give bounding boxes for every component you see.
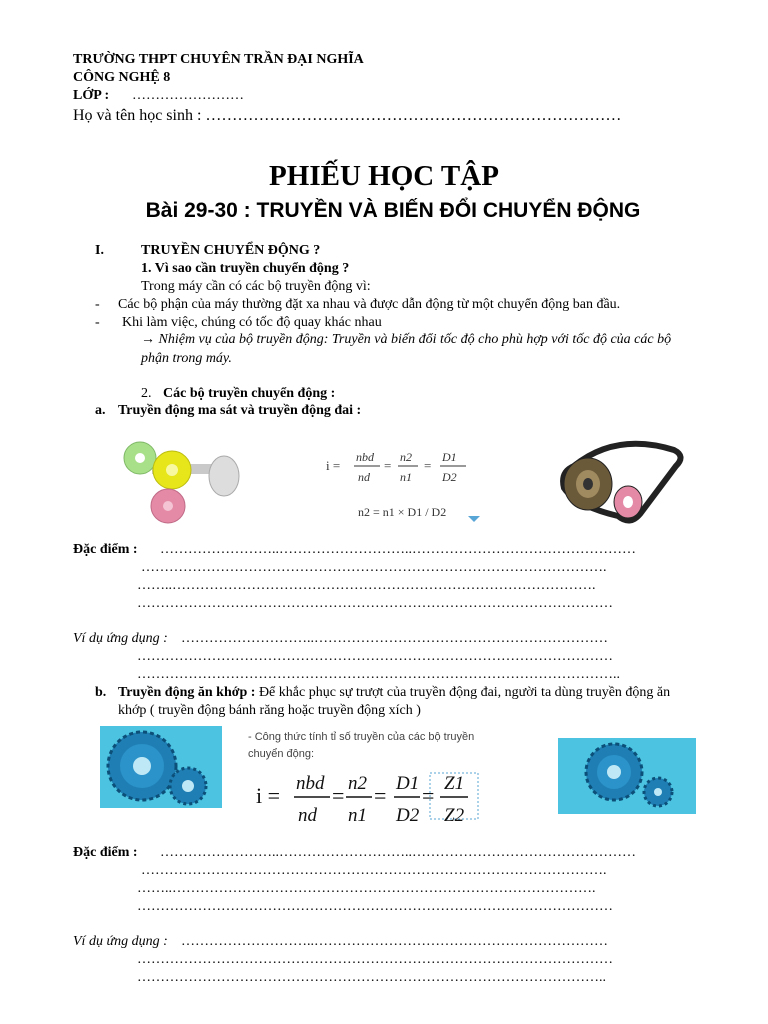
part-a-title: Truyền động ma sát và truyền động đai : bbox=[118, 403, 362, 418]
question-2-number: 2. bbox=[141, 386, 152, 401]
intro-text: Trong máy cần có các bộ truyền động vì: bbox=[141, 279, 371, 294]
formula-a-nd: nd bbox=[358, 470, 370, 484]
formula-b-caption-1: - Công thức tính tỉ số truyền của các bộ truyền bbox=[248, 731, 475, 743]
formula-b-n1: n1 bbox=[348, 805, 367, 826]
gear-image bbox=[558, 738, 696, 814]
part-b-text-2: khớp ( truyền động bánh răng hoặc truyền động xích ) bbox=[118, 703, 421, 718]
gear-chain-image bbox=[100, 726, 222, 808]
question-2: Các bộ truyền chuyển động : bbox=[163, 386, 336, 401]
vi-du-label: Ví dụ ứng dụng : bbox=[73, 631, 168, 646]
dac-diem-label: Đặc điểm : bbox=[73, 542, 138, 557]
dac-diem-line: ……………………..………………………..………………………………………… bbox=[160, 845, 636, 860]
formula-b-D1: D1 bbox=[396, 773, 420, 794]
svg-text:=: = bbox=[422, 783, 435, 808]
friction-drive-image bbox=[122, 436, 242, 528]
dac-diem-line: ……………………..………………………..………………………………………… bbox=[160, 542, 636, 557]
formula-b-caption-2: chuyển động: bbox=[248, 748, 315, 760]
question-1: 1. Vì sao cần truyền chuyển động ? bbox=[141, 261, 350, 276]
formula-a-nbd: nbd bbox=[356, 450, 374, 464]
dac-diem-label: Đặc điểm : bbox=[73, 845, 138, 860]
blank-line: ………………………………………………………………………………………… bbox=[137, 649, 613, 664]
page-subtitle: Bài 29-30 : TRUYỀN VÀ BIẾN ĐỔI CHUYỂN ĐỘNG bbox=[145, 199, 641, 222]
school-name: TRƯỜNG THPT CHUYÊN TRẦN ĐẠI NGHĨA bbox=[73, 52, 364, 67]
svg-text:=: = bbox=[384, 458, 392, 473]
blank-line: ………………………………………………………………………………………….. bbox=[137, 667, 620, 682]
bullet-1: Các bộ phận của máy thường đặt xa nhau và được dẫn động từ một chuyển động ban đầu. bbox=[118, 297, 621, 312]
belt-drive-image bbox=[556, 436, 686, 528]
part-b-title: Truyền động ăn khớp : bbox=[118, 685, 256, 700]
blank-line: ………………………………………………………………………………………… bbox=[137, 899, 613, 914]
subject-name: CÔNG NGHỆ 8 bbox=[73, 70, 171, 85]
formula-a-n1: n1 bbox=[400, 470, 412, 484]
formula-b-nbd: nbd bbox=[296, 773, 325, 794]
formula-b-i: i = bbox=[256, 783, 281, 808]
formula-a bbox=[322, 446, 492, 532]
formula-b-Z2: Z2 bbox=[444, 805, 465, 826]
formula-b-eq: = bbox=[332, 783, 345, 808]
blank-line: ………………………………………………………………………………………… bbox=[137, 596, 613, 611]
blank-line: ……..………………………………………………………………………………. bbox=[137, 881, 596, 896]
blank-line: ………………………………………………………………………………………. bbox=[141, 560, 607, 575]
blank-line: ……………………………………………………………………………………….. bbox=[137, 970, 606, 985]
class-label: LỚP : bbox=[73, 88, 110, 103]
svg-text:=: = bbox=[374, 783, 387, 808]
bullet-2: Khi làm việc, chúng có tốc độ quay khác nhau bbox=[122, 315, 382, 330]
part-a-label: a. bbox=[95, 403, 106, 418]
vi-du-line: ………………………..……………………………………………………… bbox=[181, 934, 608, 949]
student-name-line: Họ và tên học sinh : …………………………………………………………………… bbox=[73, 107, 622, 124]
section-heading: TRUYỀN CHUYỂN ĐỘNG ? bbox=[141, 243, 321, 258]
blank-line: ………………………………………………………………………………………. bbox=[141, 863, 607, 878]
page-title: PHIẾU HỌC TẬP bbox=[269, 160, 499, 192]
section-number: I. bbox=[95, 243, 104, 258]
formula-b-n2: n2 bbox=[348, 773, 367, 794]
formula-a-n2: n2 bbox=[400, 450, 412, 464]
blank-line: ………………………………………………………………………………………… bbox=[137, 952, 613, 967]
part-b-text: Để khắc phục sự trượt của truyền động đai, người ta dùng truyền động ăn bbox=[255, 685, 671, 700]
formula-a-D2: D2 bbox=[442, 470, 457, 484]
blank-line: ……..………………………………………………………………………………. bbox=[137, 578, 596, 593]
bullet-dash: - bbox=[95, 315, 100, 330]
class-dots: …………………… bbox=[132, 88, 244, 103]
formula-a-D1: D1 bbox=[442, 450, 457, 464]
vi-du-label: Ví dụ ứng dụng : bbox=[73, 934, 168, 949]
formula-b-Z1: Z1 bbox=[444, 773, 465, 794]
task-line-2: phận trong máy. bbox=[141, 351, 232, 366]
svg-text:=: = bbox=[424, 458, 432, 473]
formula-b bbox=[254, 765, 494, 829]
formula-b-nd: nd bbox=[298, 805, 317, 826]
task-line-1: → Nhiệm vụ của bộ truyền động: Truyền và biến đổi tốc độ cho phù hợp với tốc độ của các bộ bbox=[141, 332, 672, 347]
formula-a-i: i = bbox=[326, 458, 341, 473]
formula-a-line2: n2 = n1 × D1 / D2 bbox=[358, 505, 447, 519]
vi-du-line: ………………………..……………………………………………………… bbox=[181, 631, 608, 646]
part-b-label: b. bbox=[95, 685, 107, 700]
bullet-dash: - bbox=[95, 297, 100, 312]
formula-b-D2: D2 bbox=[396, 805, 420, 826]
